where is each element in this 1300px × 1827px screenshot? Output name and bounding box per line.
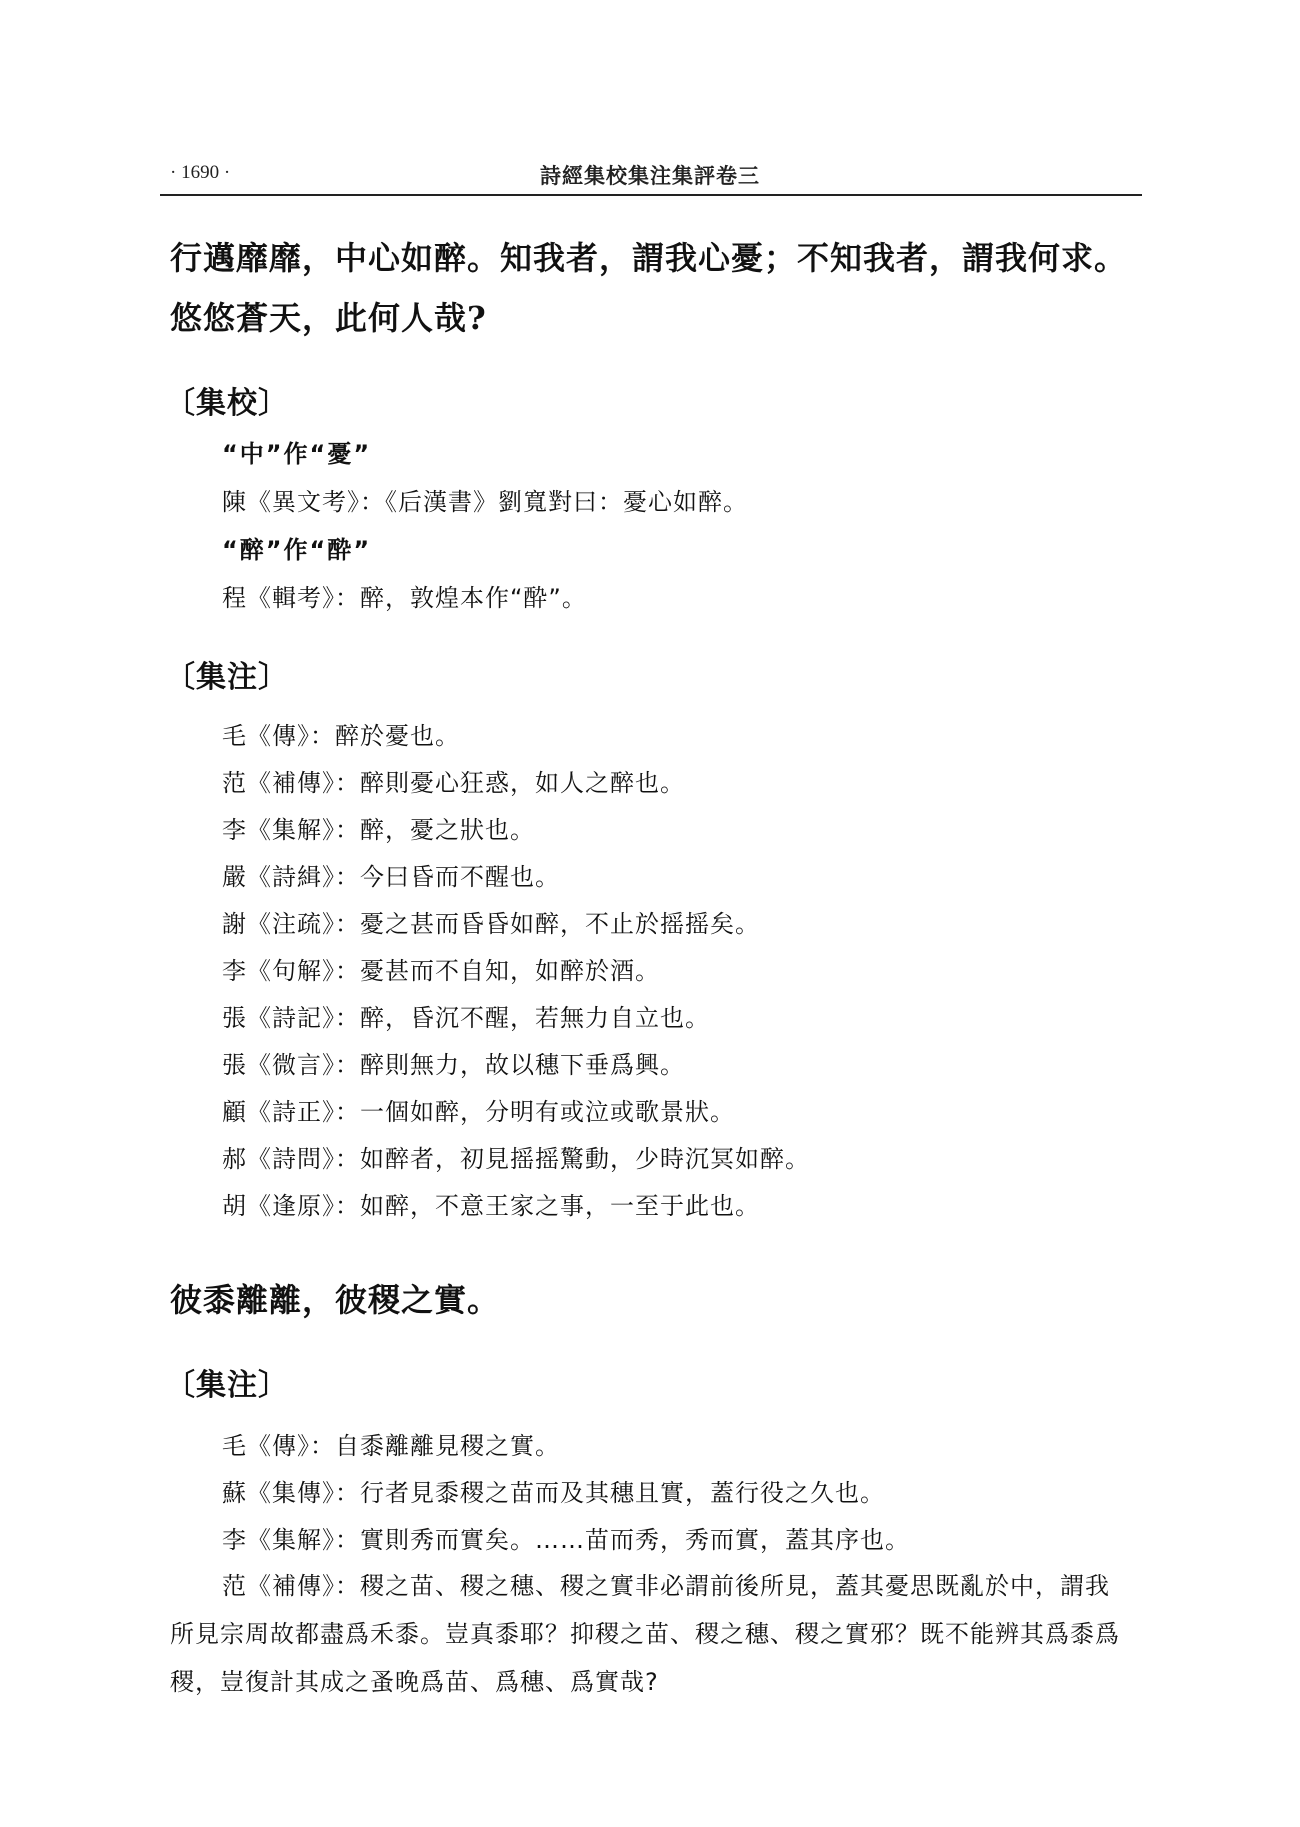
commentary-line: 程《輯考》：醉，敦煌本作“酔”。 (222, 584, 587, 612)
verse-line: 彼黍離離，彼稷之實。 (170, 1281, 501, 1319)
verse-line: 悠悠蒼天，此何人哉? (170, 299, 487, 337)
commentary-line: 陳《異文考》：《后漢書》劉寬對曰：憂心如醉。 (222, 488, 748, 516)
section-heading: 〔集注〕 (165, 660, 289, 695)
commentary-line: 張《詩記》：醉，昏沉不醒，若無力自立也。 (222, 1004, 710, 1032)
verse-line: 行邁靡靡，中心如醉。知我者，謂我心憂；不知我者，謂我何求。 (170, 239, 1128, 277)
header-rule (160, 194, 1142, 196)
section-heading: 〔集注〕 (165, 1368, 289, 1403)
commentary-line: 李《集解》：醉，憂之狀也。 (222, 816, 535, 844)
variant-subheading: “醉”作“酔” (222, 536, 372, 564)
running-title: 詩經集校集注集評卷三 (540, 163, 760, 188)
section-heading: 〔集校〕 (165, 386, 289, 421)
page-number: · 1690 · (170, 162, 231, 183)
commentary-line: 毛《傳》：醉於憂也。 (222, 722, 460, 750)
commentary-line: 胡《逢原》：如醉，不意王家之事，一至于此也。 (222, 1192, 760, 1220)
commentary-paragraph: 范《補傳》：稷之苗、稷之穗、稷之實非必謂前後所見，蓋其憂思既亂於中，謂我所見宗周故都盡爲禾黍。豈真黍耶？抑稷之苗、稷之穗、稷之實邪？既不能辨其爲黍爲稷，豈復計其成之蚤晚爲苗、爲穗、爲實哉? (170, 1572, 1120, 1696)
commentary-line: 范《補傳》：醉則憂心狂惑，如人之醉也。 (222, 769, 685, 797)
commentary-line: 蘇《集傳》：行者見黍稷之苗而及其穗且實，蓋行役之久也。 (222, 1479, 885, 1507)
variant-subheading: “中”作“憂” (222, 440, 372, 468)
commentary-line: 嚴《詩緝》：今曰昏而不醒也。 (222, 863, 560, 891)
commentary-line: 郝《詩問》：如醉者，初見摇摇驚動，少時沉冥如醉。 (222, 1145, 810, 1173)
commentary-line: 李《句解》：憂甚而不自知，如醉於酒。 (222, 957, 660, 985)
commentary-line: 李《集解》：實則秀而實矣。……苗而秀，秀而實，蓋其序也。 (222, 1526, 910, 1554)
commentary-line: 顧《詩正》：一個如醉，分明有或泣或歌景狀。 (222, 1098, 735, 1126)
commentary-line: 張《微言》：醉則無力，故以穗下垂爲興。 (222, 1051, 685, 1079)
commentary-line: 毛《傳》：自黍離離見稷之實。 (222, 1432, 560, 1460)
commentary-line: 謝《注疏》：憂之甚而昏昏如醉，不止於摇摇矣。 (222, 910, 760, 938)
running-header (170, 158, 1130, 188)
